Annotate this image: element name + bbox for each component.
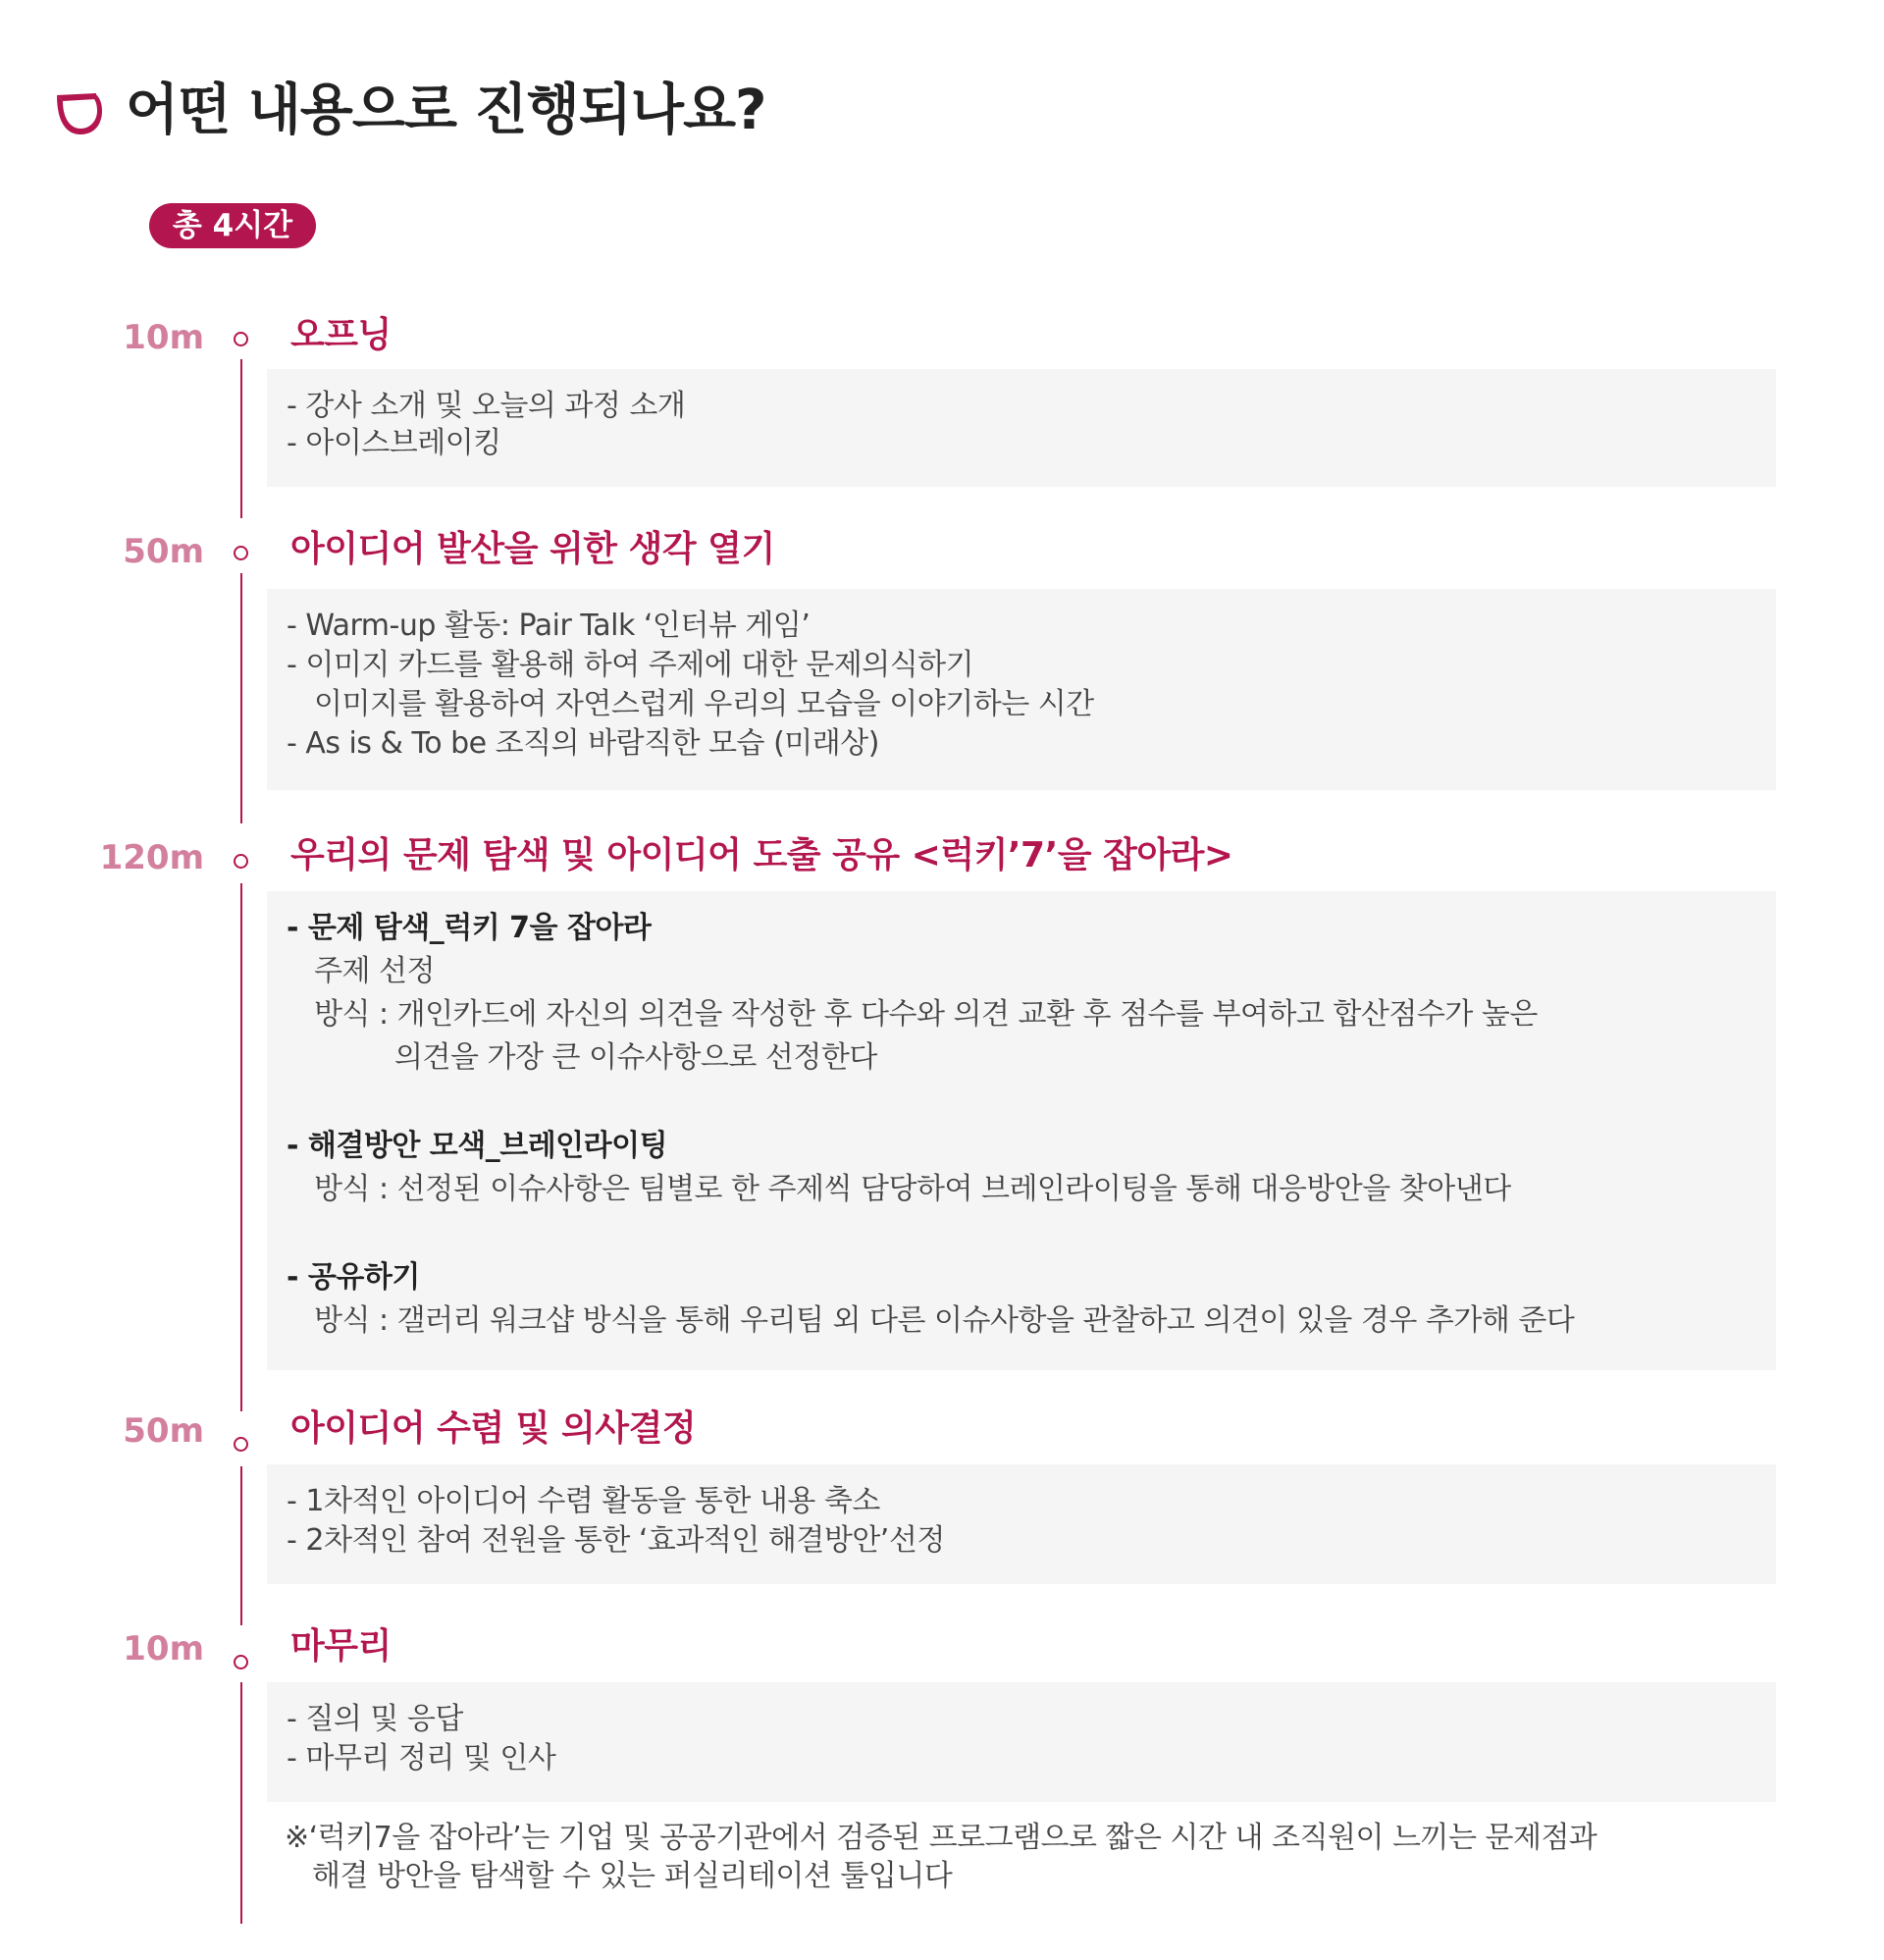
content-line: - 마무리 정리 및 인사 — [287, 1741, 556, 1775]
section-duration: 10m — [123, 318, 204, 357]
content-line: - 1차적인 아이디어 수렴 활동을 통한 내용 축소 — [287, 1484, 880, 1518]
timeline-dot — [234, 332, 248, 346]
content-line: 방식 : 개인카드에 자신의 의견을 작성한 후 다수와 의견 교환 후 점수를 부여하고 합산점수가 높은 — [314, 997, 1538, 1032]
section-content-box — [267, 1464, 1776, 1584]
section-title: 우리의 문제 탐색 및 아이디어 도출 공유 <럭키’7’을 잡아라> — [290, 835, 1233, 875]
content-line: 방식 : 선정된 이슈사항은 팀별로 한 주제씩 담당하여 브레인라이팅을 통해 대응방안을 찾아낸다 — [314, 1172, 1511, 1206]
timeline-dot — [234, 1437, 248, 1452]
footnote-line: 해결 방안을 탐색할 수 있는 퍼실리테이션 툴입니다 — [312, 1859, 953, 1893]
content-line: - Warm-up 활동: Pair Talk ‘인터뷰 게임’ — [287, 609, 811, 643]
crescent-logo-icon — [51, 83, 106, 138]
timeline-dot — [234, 546, 248, 560]
section-title: 오프닝 — [290, 315, 392, 355]
section-duration: 50m — [123, 1411, 204, 1451]
content-line: - 강사 소개 및 오늘의 과정 소개 — [287, 389, 686, 423]
section-duration: 120m — [99, 838, 204, 877]
section-title: 아이디어 발산을 위한 생각 열기 — [290, 529, 775, 569]
content-subheading: - 해결방안 모색_브레인라이팅 — [287, 1129, 668, 1163]
section-content-box — [267, 589, 1776, 790]
content-line: - As is & To be 조직의 바람직한 모습 (미래상) — [287, 726, 879, 761]
section-duration: 10m — [123, 1629, 204, 1669]
content-line: 이미지를 활용하여 자연스럽게 우리의 모습을 이야기하는 시간 — [314, 687, 1094, 721]
section-content-box — [267, 1682, 1776, 1802]
timeline-line — [240, 1466, 242, 1625]
footnote-line: ※‘럭키7을 잡아라’는 기업 및 공공기관에서 검증된 프로그램으로 짧은 시간 내 조직원이 느끼는 문제점과 — [285, 1821, 1597, 1855]
content-line: - 아이스브레이킹 — [287, 426, 501, 460]
content-line: - 이미지 카드를 활용해 하여 주제에 대한 문제의식하기 — [287, 648, 974, 682]
content-subheading: - 공유하기 — [287, 1260, 420, 1295]
timeline-line — [240, 883, 242, 1411]
timeline-dot — [234, 854, 248, 869]
content-line: 주제 선정 — [314, 954, 435, 988]
content-line: - 2차적인 참여 전원을 통한 ‘효과적인 해결방안’선정 — [287, 1523, 945, 1558]
timeline-line — [240, 359, 242, 518]
section-content-box — [267, 369, 1776, 487]
section-content-box — [267, 891, 1776, 1370]
content-line: 의견을 가장 큰 이슈사항으로 선정한다 — [394, 1040, 877, 1075]
content-line: - 질의 및 응답 — [287, 1702, 463, 1736]
section-title: 아이디어 수렴 및 의사결정 — [290, 1408, 697, 1449]
section-duration: 50m — [123, 532, 204, 571]
page-title: 어떤 내용으로 진행되나요? — [126, 79, 766, 142]
section-title: 마무리 — [290, 1626, 392, 1667]
timeline-line — [240, 573, 242, 823]
content-line: 방식 : 갤러리 워크샵 방식을 통해 우리팀 외 다른 이슈사항을 관찰하고 의견이 있을 경우 추가해 준다 — [314, 1303, 1575, 1338]
page-header — [51, 77, 766, 145]
total-duration-badge: 총 4시간 — [149, 203, 316, 248]
timeline-dot — [234, 1655, 248, 1669]
timeline-line — [240, 1682, 242, 1924]
content-subheading: - 문제 탐색_럭키 7을 잡아라 — [287, 911, 652, 945]
